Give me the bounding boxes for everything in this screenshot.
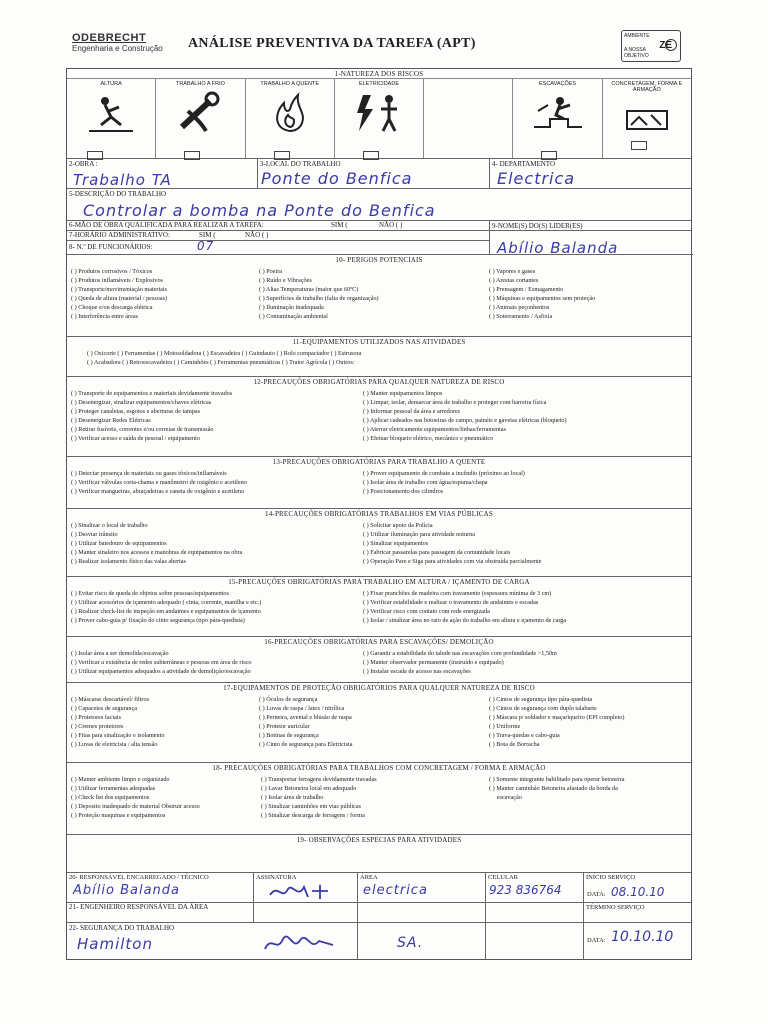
end-date-value: 10.10.10 bbox=[611, 929, 674, 945]
precaution-option[interactable]: ( ) Isolar área a ser demolida/escavação bbox=[71, 650, 169, 657]
hazard-option[interactable]: ( ) Contaminação ambiental bbox=[259, 313, 328, 320]
hazard-option[interactable]: ( ) Prensagem / Esmagamento bbox=[489, 286, 564, 293]
field-label: CELULAR bbox=[488, 874, 518, 881]
hazard-option[interactable]: ( ) Altas Temperaturas (maior que 60ºC) bbox=[259, 286, 359, 293]
precaution-option[interactable]: ( ) Utilizar ferramentas adequadas bbox=[71, 785, 156, 792]
ppe-option[interactable]: ( ) Trava-quedas e cabo-guia bbox=[489, 732, 560, 739]
precaution-option[interactable]: ( ) Posicionamento dos cilindros bbox=[363, 488, 444, 495]
hazard-option[interactable]: ( ) Arestas cortantes bbox=[489, 277, 539, 284]
section-equipment bbox=[67, 337, 691, 377]
risk-height bbox=[67, 79, 156, 158]
section-title: 14-PRECAUÇÕES OBRIGATÓRIAS TRABALHOS EM VIAS PÚBLICAS bbox=[265, 510, 493, 518]
risk-checkbox[interactable] bbox=[631, 141, 647, 150]
row-engineer bbox=[67, 903, 691, 923]
section-hazards bbox=[67, 255, 691, 337]
precaution-option[interactable]: ( ) Manter caminhão Betoneira afastado da borda da bbox=[489, 785, 618, 792]
precaution-option[interactable]: ( ) Isolar / sinalizar área no raio de ação do trabalho em altura e içamento de carga bbox=[363, 617, 567, 624]
row-qualified bbox=[67, 221, 691, 231]
section-title: 11-EQUIPAMENTOS UTILIZADOS NAS ATIVIDADES bbox=[292, 338, 466, 346]
brand-subtitle: Engenharia e Construção bbox=[72, 44, 163, 53]
risk-label: TRABALHO A QUENTE bbox=[260, 81, 320, 87]
risk-cold-work bbox=[156, 79, 245, 158]
section-title: 12-PRECAUÇÕES OBRIGATÓRIAS PARA QUALQUER NATUREZA DE RISCO bbox=[253, 378, 505, 386]
precaution-option[interactable]: ( ) Sinalizar descarga de ferragens / forma bbox=[261, 812, 365, 819]
risk-blank bbox=[424, 79, 513, 158]
precaution-option[interactable]: ( ) Manter sinaleiro nos acessos e manobras de equipamentos na obra bbox=[71, 549, 243, 556]
field-label: TÉRMINO SERVIÇO bbox=[586, 904, 645, 911]
ppe-option[interactable]: ( ) Protetor auricular bbox=[259, 723, 310, 730]
precaution-option[interactable]: ( ) Manter ambiente limpo e organizado bbox=[71, 776, 170, 783]
workers-value: 07 bbox=[197, 239, 215, 253]
field-label: ÁREA bbox=[360, 874, 378, 881]
precaution-option[interactable]: ( ) Detectar presença de materiais ou gases tóxicos/inflamáveis bbox=[71, 470, 227, 477]
precaution-option[interactable]: ( ) Prover cabo-guia p/ fixação do cinto segurança (tipo pára-quedista) bbox=[71, 617, 245, 624]
wrench-hand-icon bbox=[170, 91, 230, 135]
hours-yes[interactable]: SIM ( bbox=[199, 231, 216, 239]
hazard-option[interactable]: ( ) Soterramento / Asfixia bbox=[489, 313, 553, 320]
precaution-option[interactable]: ( ) Utilizar iluminação para atividade noturna bbox=[363, 531, 476, 538]
row-obra bbox=[67, 159, 691, 189]
ppe-option[interactable]: ( ) Bota de Borracha bbox=[489, 741, 540, 748]
equipment-options-row1[interactable]: ( ) Oxicorte ( ) Ferramentas ( ) Motosoldadora ( ) Escavadeira ( ) Guindauto ( ) Rolo compactador ( ) Estrusora bbox=[87, 350, 362, 357]
hazard-option[interactable]: ( ) Vapores e gases bbox=[489, 268, 536, 275]
section-public-roads bbox=[67, 509, 691, 577]
safety-extra: SA. bbox=[397, 935, 424, 951]
engineer-label: 21- ENGENHEIRO RESPONSÁVEL DA ÁREA bbox=[69, 903, 209, 911]
section-title: 13-PRECAUÇÕES OBRIGATÓRIAS PARA TRABALHO A QUENTE bbox=[272, 458, 486, 466]
hours-no[interactable]: NÃO ( ) bbox=[245, 231, 269, 239]
safety-value: Hamilton bbox=[77, 935, 153, 953]
hazard-option[interactable]: ( ) Ruído e Vibrações bbox=[259, 277, 312, 284]
section-title: 17-EQUIPAMENTOS DE PROTEÇÃO OBRIGATÓRIOS PARA QUALQUER NATUREZA DE RISCO bbox=[223, 684, 535, 692]
precaution-option[interactable]: ( ) Limpar, isolar, demarcar área de trabalho e proteger com barreira física bbox=[363, 399, 547, 406]
precaution-option[interactable]: ( ) Deposito inadequado de material Obstruir acesso bbox=[71, 803, 200, 810]
hazard-option[interactable]: ( ) Poeira bbox=[259, 268, 283, 275]
section-title: 10- PERIGOS POTENCIAIS bbox=[335, 256, 423, 264]
divider bbox=[253, 903, 254, 923]
hazard-option[interactable]: ( ) Choque e/ou descarga elétrica bbox=[71, 304, 153, 311]
local-value: Ponte do Benfica bbox=[261, 169, 413, 188]
environment-badge bbox=[621, 30, 681, 62]
hazard-option[interactable]: ( ) Máquinas e equipamentos sem proteção bbox=[489, 295, 596, 302]
section-risk-nature bbox=[67, 69, 691, 159]
signature-field[interactable] bbox=[253, 873, 357, 902]
precaution-option[interactable]: ( ) Proteger canaletas, esgotos e aberturas de tampas bbox=[71, 408, 201, 415]
safety-label: 22- SEGURANÇA DO TRABALHO bbox=[69, 924, 175, 932]
row-safety bbox=[67, 923, 691, 960]
ppe-option[interactable]: ( ) Capacetes de segurança bbox=[71, 705, 137, 712]
row-workers bbox=[67, 241, 489, 255]
badge-line2: A NOSSA OBJETIVO bbox=[624, 47, 649, 59]
section-observations[interactable] bbox=[67, 835, 691, 873]
ppe-option[interactable]: ( ) Máscara p/ soldador e maçariqueiro (EPI completo) bbox=[489, 714, 625, 721]
ppe-option[interactable]: ( ) Uniforme bbox=[489, 723, 521, 730]
section-general-precautions bbox=[67, 377, 691, 457]
flame-icon bbox=[260, 91, 320, 135]
row-description bbox=[67, 189, 691, 221]
field-label: 9-NOME(S) DO(S) LIDER(ES) bbox=[492, 222, 583, 230]
obra-value: Trabalho TA bbox=[73, 171, 172, 189]
section-ppe bbox=[67, 683, 691, 763]
precaution-option[interactable]: ( ) Proteção maquinas e equipamentos bbox=[71, 812, 166, 819]
precaution-option[interactable]: ( ) Desenergizar Redes Elétricas bbox=[71, 417, 151, 424]
precaution-option[interactable]: ( ) Aterrar eletricamente equipamentos/linhas/ferramentas bbox=[363, 426, 506, 433]
section-hot-work bbox=[67, 457, 691, 509]
precaution-option[interactable]: ( ) Evitar risco de queda de objetos sobre pessoas/equipamentos bbox=[71, 590, 229, 597]
precaution-option[interactable]: ( ) Fabricar passarelas para passagem da comunidade locais bbox=[363, 549, 511, 556]
description-value[interactable]: Controlar a bomba na Ponte do Benfica bbox=[83, 201, 436, 220]
leader-value: Abílio Balanda bbox=[497, 239, 619, 257]
formwork-icon bbox=[617, 97, 677, 133]
precaution-option[interactable]: ( ) Desviar trânsito bbox=[71, 531, 118, 538]
field-label: 3-LOCAL DO TRABALHO bbox=[260, 160, 341, 168]
precaution-option[interactable]: ( ) Verificar estabilidade e realizar o travamento de andaimes e escadas bbox=[363, 599, 539, 606]
precaution-option[interactable]: ( ) Prover equipamento de combate a incêndio (próximo ao local) bbox=[363, 470, 525, 477]
precaution-option-continued: escavação bbox=[489, 794, 522, 801]
risk-concrete bbox=[603, 79, 691, 158]
precaution-option[interactable]: ( ) Manter observador permanente (instruído e equipado) bbox=[363, 659, 504, 666]
precaution-option[interactable]: ( ) Utilizar equipamentos adequados a atividade de demolição/escavação bbox=[71, 668, 251, 675]
description-label: 5-DESCRIÇÃO DO TRABALHO bbox=[69, 190, 167, 198]
risk-label: TRABALHO A FRIO bbox=[175, 81, 225, 87]
precaution-option[interactable]: ( ) Transporte de equipamentos e materiais devidamente travados bbox=[71, 390, 233, 397]
ppe-option[interactable]: ( ) Cintos de segurança com duplo talabarte bbox=[489, 705, 597, 712]
ppe-option[interactable]: ( ) Cinto de segurança para Eletricista bbox=[259, 741, 353, 748]
risk-hot-work bbox=[246, 79, 335, 158]
precaution-option[interactable]: ( ) Verificar mangueiras, abraçadeiras e caneta de oxigênio e acetileno bbox=[71, 488, 245, 495]
badge-globe-icon bbox=[665, 39, 677, 51]
precaution-option[interactable]: ( ) Instalar escada de acesso nas escavações bbox=[363, 668, 471, 675]
precaution-option[interactable]: ( ) Informar pessoal da área e arredores bbox=[363, 408, 461, 415]
ppe-option[interactable]: ( ) Perneira, avental e blusão de raspa bbox=[259, 714, 352, 721]
hazard-option[interactable]: ( ) Superfícies de trabalho (falta de organização) bbox=[259, 295, 379, 302]
hazard-option[interactable]: ( ) Iluminação inadequada bbox=[259, 304, 324, 311]
risk-excavation bbox=[513, 79, 602, 158]
precaution-option[interactable]: ( ) Verificar acesso e saída de pessoal / equipamento bbox=[71, 435, 200, 442]
ppe-option[interactable]: ( ) Cremes protetores bbox=[71, 723, 124, 730]
precaution-option[interactable]: ( ) Manter equipamentos limpos bbox=[363, 390, 443, 397]
precaution-option[interactable]: ( ) Desenergizar, sinalizar equipamentos/chaves elétricas bbox=[71, 399, 212, 406]
precaution-option[interactable]: ( ) Sinalizar o local de trabalho bbox=[71, 522, 148, 529]
section-title: 16-PRECAUÇÕES OBRIGATÓRIAS PARA ESCAVAÇÕES/ DEMOLIÇÃO bbox=[264, 638, 494, 646]
leader-cell bbox=[489, 231, 693, 255]
end-date-label: DATA: bbox=[587, 937, 606, 944]
section-title: 19- OBSERVAÇÕES ESPECIAS PARA ATIVIDADES bbox=[296, 836, 462, 844]
precaution-option[interactable]: ( ) Somente integrante habilitado para operar betoneira bbox=[489, 776, 625, 783]
signature-scribble bbox=[268, 881, 338, 901]
fall-icon bbox=[81, 91, 141, 135]
section-title: 15-PRECAUÇÕES OBRIGATÓRIAS PARA TRABALHO EM ALTURA / IÇAMENTO DE CARGA bbox=[228, 578, 530, 586]
precaution-option[interactable]: ( ) Verificar risco com contato com rede energizada bbox=[363, 608, 490, 615]
lightning-person-icon bbox=[349, 91, 409, 135]
precaution-option[interactable]: ( ) Operação Pare e Siga para atividades com via obstruída parcialmente bbox=[363, 558, 542, 565]
ppe-option[interactable]: ( ) Botinas de segurança bbox=[259, 732, 319, 739]
workers-label: 8- N.º DE FUNCIONÁRIOS: bbox=[69, 243, 153, 251]
hours-label: 7-HORÁRIO ADMINISTRATIVO: bbox=[69, 231, 170, 239]
document-title: ANÁLISE PREVENTIVA DA TAREFA (APT) bbox=[188, 36, 476, 51]
precaution-option[interactable]: ( ) Realizar isolamento físico das valas abertas bbox=[71, 558, 186, 565]
hazard-option[interactable]: ( ) Produtos corrosivos / Tóxicos bbox=[71, 268, 153, 275]
precaution-option[interactable]: ( ) Retirar fusíveis, correntes e/ou correias de transmissão bbox=[71, 426, 214, 433]
field-label: ASSINATURA bbox=[256, 874, 297, 881]
brand-name: ODEBRECHT bbox=[72, 32, 147, 44]
precaution-option[interactable]: ( ) Utilizar acessórios de içamento adequado ( cinta, corrente, manilha e etc.) bbox=[71, 599, 262, 606]
start-date-label: DATA: bbox=[587, 891, 606, 898]
hazard-option[interactable]: ( ) Produtos inflamáveis / Explosivos bbox=[71, 277, 163, 284]
qualified-no[interactable]: NÃO ( ) bbox=[379, 221, 403, 229]
equipment-list bbox=[87, 349, 687, 367]
row-responsible bbox=[67, 873, 691, 903]
field-label: 20- RESPONSÁVEL ENCARREGADO / TÉCNICO bbox=[69, 874, 209, 881]
section-title: 18- PRECAUÇÕES OBRIGATÓRIAS PARA TRABALHOS COM CONCRETAGEM / FORMA E ARMAÇÃO bbox=[212, 764, 546, 772]
depto-value: Electrica bbox=[497, 169, 576, 188]
risk-label: ALTURA bbox=[100, 81, 122, 87]
precaution-option[interactable]: ( ) Efetuar bloqueio elétrico, mecânico e pneumático bbox=[363, 435, 494, 442]
precaution-option[interactable]: ( ) Solicitar apoio da Polícia bbox=[363, 522, 433, 529]
excavation-icon bbox=[528, 91, 588, 135]
precaution-option[interactable]: ( ) Sinalizar caminhões em vias públicas bbox=[261, 803, 362, 810]
ppe-option[interactable]: ( ) Cintos de segurança tipo pára-quedista bbox=[489, 696, 593, 703]
ppe-option[interactable]: ( ) Luvas de raspa / latex / nitrílica bbox=[259, 705, 345, 712]
risk-electricity bbox=[335, 79, 424, 158]
precaution-option[interactable]: ( ) Verificar a existência de redes subterrâneas e pessoas em área de risco bbox=[71, 659, 252, 666]
section-title: 1-NATUREZA DOS RISCOS bbox=[67, 69, 691, 79]
hazard-option[interactable]: ( ) Interferência entre áreas bbox=[71, 313, 138, 320]
precaution-option[interactable]: ( ) Garantir a estabilidade do talude nas escavações com profundidade >1,50m bbox=[363, 650, 557, 657]
ppe-option[interactable]: ( ) Fitas para sinalização e isolamento bbox=[71, 732, 165, 739]
row-hours bbox=[67, 231, 489, 241]
precaution-option[interactable]: ( ) Isolar área de trabalho com água/espuma/chapa bbox=[363, 479, 488, 486]
ppe-option[interactable]: ( ) Protetores faciais bbox=[71, 714, 121, 721]
precaution-option[interactable]: ( ) Aplicar cadeados nas botoeiras de campo, painéis e gavetas elétricas (bloqueio) bbox=[363, 417, 567, 424]
apt-form bbox=[66, 68, 692, 960]
section-excavation bbox=[67, 637, 691, 683]
hazard-option[interactable]: ( ) Animais peçonhentos bbox=[489, 304, 550, 311]
risk-label: ELETRICIDADE bbox=[358, 81, 399, 87]
document-header bbox=[68, 28, 688, 68]
safety-signature-scribble bbox=[263, 931, 343, 957]
badge-line1: AMBIENTE bbox=[624, 33, 650, 39]
ppe-option[interactable]: ( ) Luvas de eletricista / alta tensão bbox=[71, 741, 158, 748]
field-label: 2-OBRA : bbox=[69, 160, 98, 168]
phone-value: 923 836764 bbox=[489, 883, 562, 897]
precaution-option[interactable]: ( ) Sinalizar equipamentos bbox=[363, 540, 429, 547]
area-value: electrica bbox=[363, 883, 428, 898]
precaution-option[interactable]: ( ) Transportar ferragens devidamente travadas bbox=[261, 776, 377, 783]
hazard-option[interactable]: ( ) Transporte/movimentação materiais bbox=[71, 286, 168, 293]
end-field[interactable] bbox=[583, 903, 693, 922]
ppe-option[interactable]: ( ) Máscaras descartável/ filtros bbox=[71, 696, 149, 703]
section-height-work bbox=[67, 577, 691, 637]
equipment-options-row2[interactable]: ( ) Acabadora ( ) Retroescavadeira ( ) Caminhões ( ) Ferramentas pneumáticas ( ) Trator Agrícola ( ) Outros: bbox=[87, 359, 355, 366]
responsible-value: Abílio Balanda bbox=[73, 883, 180, 898]
field-label: 4- DEPARTAMENTO bbox=[492, 160, 555, 168]
precaution-option[interactable]: ( ) Check list dos equipamentos bbox=[71, 794, 150, 801]
company-logo bbox=[72, 32, 163, 53]
qualified-label: 6-MÃO DE OBRA QUALIFICADA PARA REALIZAR A TAREFA: bbox=[69, 221, 264, 229]
precaution-option[interactable]: ( ) Fixar pranchões de madeira com travamento (espessura mínima de 3 cm) bbox=[363, 590, 552, 597]
leader-field[interactable] bbox=[489, 221, 693, 230]
section-concrete bbox=[67, 763, 691, 835]
precaution-option[interactable]: ( ) Lavar Betoneira local em adequado bbox=[261, 785, 357, 792]
field-label: INÍCIO SERVIÇO bbox=[586, 874, 636, 881]
risk-label: ESCAVAÇÕES bbox=[539, 81, 577, 87]
precaution-option[interactable]: ( ) Verificar válvulas corta-chama e manômetro de oxigênio e acetileno bbox=[71, 479, 247, 486]
start-date-value: 08.10.10 bbox=[611, 885, 665, 899]
badge-mark: ZE bbox=[659, 40, 672, 51]
ppe-option[interactable]: ( ) Óculos de segurança bbox=[259, 696, 318, 703]
precaution-option[interactable]: ( ) Realizar check-list de inspeção em andaimes e equipamentos de içamento bbox=[71, 608, 261, 615]
qualified-yes[interactable]: SIM ( bbox=[331, 221, 348, 229]
precaution-option[interactable]: ( ) Isolar área de trabalho bbox=[261, 794, 324, 801]
precaution-option[interactable]: ( ) Utilizar batedouro de equipamentos bbox=[71, 540, 167, 547]
hazard-option[interactable]: ( ) Queda de altura (material / pessoas) bbox=[71, 295, 168, 302]
risk-label: CONCRETAGEM, FORMA E ARMAÇÃO bbox=[611, 81, 683, 93]
